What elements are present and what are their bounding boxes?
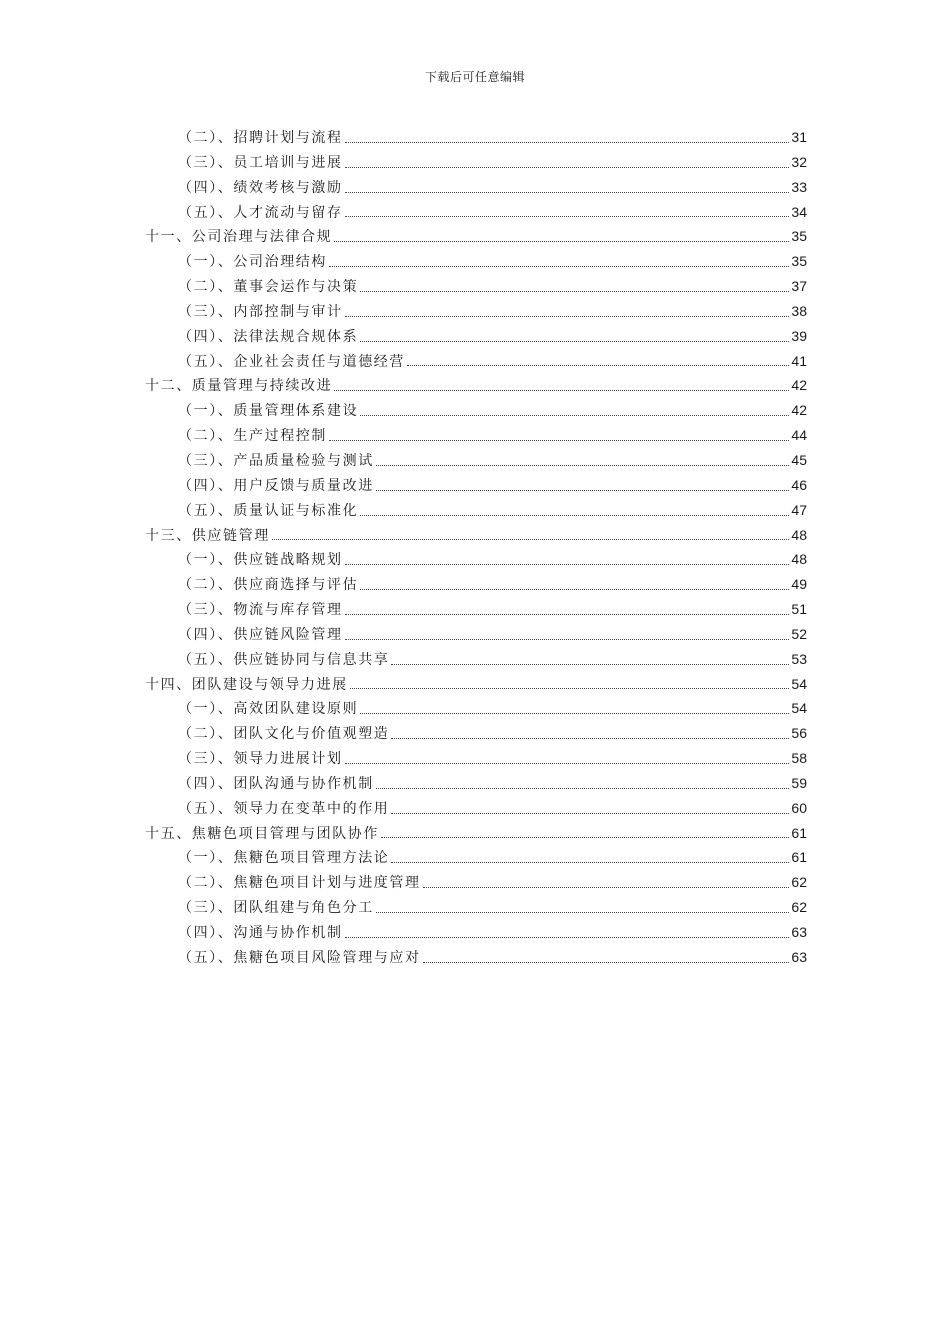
toc-entry-title: （一）、焦糖色项目管理方法论 — [178, 850, 390, 867]
toc-dot-leader — [345, 202, 790, 217]
toc-entry-page: 37 — [791, 278, 807, 295]
toc-entry-title: （三）、物流与库存管理 — [178, 602, 343, 619]
toc-chapter-entry[interactable] — [145, 672, 807, 697]
toc-entry-title: 十四、团队建设与领导力进展 — [145, 676, 348, 693]
toc-dot-leader — [423, 948, 790, 963]
toc-entry-title: （四）、用户反馈与质量改进 — [178, 477, 374, 494]
toc-dot-leader — [391, 799, 789, 814]
toc-entry-title: （二）、招聘计划与流程 — [178, 130, 343, 146]
toc-entry-title: （五）、焦糖色项目风险管理与应对 — [178, 949, 421, 966]
toc-section-entry[interactable] — [145, 423, 807, 448]
toc-dot-leader — [376, 451, 790, 466]
toc-section-entry[interactable] — [145, 398, 807, 423]
toc-section-entry[interactable] — [145, 299, 807, 324]
toc-entry-title: 十三、供应链管理 — [145, 527, 270, 544]
toc-entry-title: （五）、领导力在变革中的作用 — [178, 800, 390, 817]
toc-dot-leader — [360, 327, 789, 342]
toc-entry-page: 35 — [791, 253, 807, 270]
toc-entry-page: 41 — [791, 352, 807, 369]
toc-dot-leader — [391, 848, 789, 863]
table-of-contents — [145, 125, 807, 970]
toc-section-entry[interactable] — [145, 746, 807, 771]
toc-dot-leader — [376, 898, 790, 913]
toc-dot-leader — [329, 426, 789, 441]
toc-section-entry[interactable] — [145, 448, 807, 473]
toc-entry-page: 52 — [791, 625, 807, 642]
toc-entry-title: （五）、质量认证与标准化 — [178, 502, 359, 519]
toc-entry-page: 54 — [791, 675, 807, 692]
toc-entry-title: 十五、焦糖色项目管理与团队协作 — [145, 825, 379, 842]
toc-section-entry[interactable] — [145, 125, 807, 150]
toc-entry-title: （四）、团队沟通与协作机制 — [178, 775, 374, 792]
toc-dot-leader — [334, 376, 789, 391]
toc-entry-page: 44 — [791, 427, 807, 444]
toc-dot-leader — [360, 575, 789, 590]
toc-section-entry[interactable] — [145, 498, 807, 523]
toc-entry-title: （三）、内部控制与审计 — [178, 303, 343, 320]
toc-entry-title: （三）、员工培训与进展 — [178, 154, 343, 171]
toc-section-entry[interactable] — [145, 622, 807, 647]
toc-entry-title: （四）、沟通与协作机制 — [178, 925, 343, 941]
toc-dot-leader — [334, 227, 789, 242]
toc-entry-page: 62 — [791, 899, 807, 916]
toc-dot-leader — [345, 302, 790, 317]
toc-section-entry[interactable] — [145, 721, 807, 746]
toc-section-entry[interactable] — [145, 870, 807, 895]
toc-entry-page: 42 — [791, 402, 807, 419]
toc-section-entry[interactable] — [145, 473, 807, 498]
toc-entry-page: 46 — [791, 476, 807, 493]
toc-dot-leader — [345, 178, 790, 193]
toc-entry-page: 38 — [791, 302, 807, 319]
toc-dot-leader — [345, 749, 790, 764]
toc-entry-page: 63 — [791, 924, 807, 940]
toc-dot-leader — [407, 351, 789, 366]
toc-section-entry[interactable] — [145, 945, 807, 970]
toc-entry-title: （四）、绩效考核与激励 — [178, 179, 343, 196]
toc-entry-title: （二）、供应商选择与评估 — [178, 577, 359, 594]
toc-entry-page: 53 — [791, 650, 807, 667]
toc-section-entry[interactable] — [145, 895, 807, 920]
toc-section-entry[interactable] — [145, 274, 807, 299]
toc-entry-title: （一）、公司治理结构 — [178, 254, 327, 271]
toc-dot-leader — [345, 128, 790, 143]
toc-entry-title: 十二、质量管理与持续改进 — [145, 378, 333, 395]
toc-entry-page: 58 — [791, 750, 807, 767]
toc-entry-title: （一）、高效团队建设原则 — [178, 701, 359, 718]
toc-entry-title: （一）、质量管理体系建设 — [178, 403, 359, 420]
toc-entry-page: 34 — [791, 203, 807, 220]
toc-entry-title: 十一、公司治理与法律合规 — [145, 229, 333, 246]
toc-section-entry[interactable] — [145, 920, 807, 945]
toc-entry-title: （三）、产品质量检验与测试 — [178, 452, 374, 469]
toc-dot-leader — [360, 277, 789, 292]
toc-entry-page: 61 — [791, 824, 807, 841]
toc-entry-page: 59 — [791, 774, 807, 791]
toc-chapter-entry[interactable] — [145, 224, 807, 249]
toc-entry-page: 33 — [791, 178, 807, 195]
toc-entry-page: 31 — [791, 129, 807, 145]
toc-dot-leader — [345, 550, 790, 565]
toc-entry-page: 32 — [791, 153, 807, 170]
toc-entry-title: （二）、焦糖色项目计划与进度管理 — [178, 875, 421, 892]
toc-entry-title: （五）、企业社会责任与道德经营 — [178, 353, 405, 370]
toc-entry-title: （一）、供应链战略规划 — [178, 552, 343, 569]
toc-entry-title: （三）、领导力进展计划 — [178, 751, 343, 768]
toc-entry-title: （四）、法律法规合规体系 — [178, 328, 359, 345]
toc-dot-leader — [345, 600, 790, 615]
toc-section-entry[interactable] — [145, 175, 807, 200]
toc-section-entry[interactable] — [145, 547, 807, 572]
toc-section-entry[interactable] — [145, 696, 807, 721]
toc-chapter-entry[interactable] — [145, 523, 807, 548]
toc-entry-page: 54 — [791, 700, 807, 717]
toc-entry-page: 63 — [791, 948, 807, 965]
toc-dot-leader — [272, 525, 790, 540]
toc-entry-page: 35 — [791, 228, 807, 245]
toc-entry-page: 48 — [791, 551, 807, 568]
toc-dot-leader — [350, 674, 790, 689]
toc-dot-leader — [423, 873, 790, 888]
toc-dot-leader — [345, 153, 790, 168]
toc-dot-leader — [360, 401, 789, 416]
toc-entry-page: 39 — [791, 327, 807, 344]
toc-dot-leader — [391, 724, 789, 739]
toc-entry-title: （四）、供应链风险管理 — [178, 626, 343, 643]
toc-dot-leader — [345, 625, 790, 640]
toc-section-entry[interactable] — [145, 647, 807, 672]
toc-section-entry[interactable] — [145, 845, 807, 870]
page-header: 下载后可任意编辑 — [424, 70, 525, 84]
toc-entry-title: （二）、团队文化与价值观塑造 — [178, 726, 390, 743]
toc-dot-leader — [376, 476, 790, 491]
toc-dot-leader — [381, 823, 789, 838]
toc-entry-page: 51 — [791, 601, 807, 618]
toc-dot-leader — [360, 501, 789, 516]
toc-section-entry[interactable] — [145, 572, 807, 597]
toc-entry-page: 49 — [791, 576, 807, 593]
toc-section-entry[interactable] — [145, 200, 807, 225]
toc-section-entry[interactable] — [145, 597, 807, 622]
toc-entry-page: 45 — [791, 451, 807, 468]
toc-entry-title: （五）、人才流动与留存 — [178, 204, 343, 221]
toc-dot-leader — [360, 699, 789, 714]
toc-dot-leader — [376, 774, 790, 789]
toc-entry-title: （二）、生产过程控制 — [178, 428, 327, 445]
toc-dot-leader — [391, 650, 789, 665]
toc-entry-title: （二）、董事会运作与决策 — [178, 279, 359, 296]
toc-section-entry[interactable] — [145, 324, 807, 349]
toc-entry-page: 47 — [791, 501, 807, 518]
toc-dot-leader — [345, 923, 790, 938]
toc-dot-leader — [329, 252, 789, 267]
toc-chapter-entry[interactable] — [145, 373, 807, 398]
toc-entry-page: 60 — [791, 799, 807, 816]
toc-entry-page: 62 — [791, 874, 807, 891]
toc-entry-title: （五）、供应链协同与信息共享 — [178, 651, 390, 668]
toc-section-entry[interactable] — [145, 349, 807, 374]
toc-entry-page: 56 — [791, 725, 807, 742]
toc-entry-page: 61 — [791, 849, 807, 866]
toc-chapter-entry[interactable] — [145, 821, 807, 846]
toc-entry-title: （三）、团队组建与角色分工 — [178, 900, 374, 917]
toc-section-entry[interactable] — [145, 771, 807, 796]
toc-section-entry[interactable] — [145, 796, 807, 821]
toc-section-entry[interactable] — [145, 249, 807, 274]
toc-entry-page: 48 — [791, 526, 807, 543]
toc-section-entry[interactable] — [145, 150, 807, 175]
toc-entry-page: 42 — [791, 377, 807, 394]
